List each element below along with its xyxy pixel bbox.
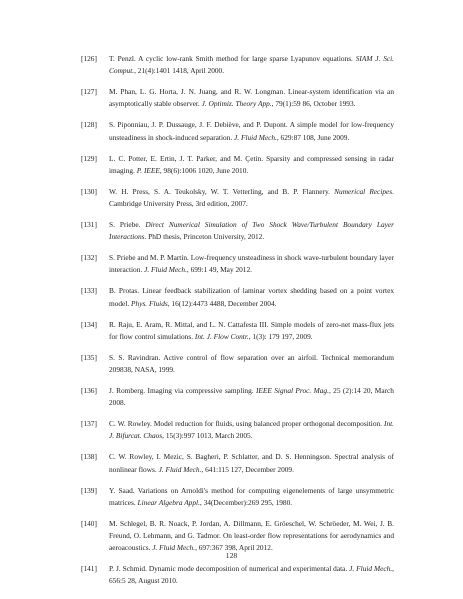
reference-venue: J. Optimiz. Theory App. — [201, 99, 272, 109]
reference-text — [109, 252, 394, 276]
reference-list — [81, 53, 394, 596]
reference-segment: P. J. Schmid. Dynamic mode decomposition of numerical and experimental data. — [109, 564, 350, 574]
reference-segment: C. W. Rowley, I. Mezic, S. Bagheri, P. Schlatter, and D. S. Henningson. Spectral analysis of nonlinear flows. — [109, 452, 394, 474]
reference-item — [81, 563, 394, 587]
reference-venue: J. Fluid Mech. — [144, 265, 187, 275]
reference-segment: , 15(3):997 1013, March 2005. — [162, 431, 253, 441]
page-number: 128 — [225, 551, 238, 560]
reference-number: [138] — [81, 452, 97, 462]
reference-segment: M. Phan, L. G. Horta, J. N. Juang, and R. W. Longman. Linear-system identification via an asymptotically stable observer. — [109, 87, 394, 109]
reference-venue: Direct Numerical Simulation of Two Shock Wave/Turbulent Boundary Layer Interactions — [109, 220, 394, 242]
reference-text — [109, 352, 394, 376]
reference-segment: , 79(1):59 86, October 1993. — [271, 99, 356, 109]
reference-segment: M. Schlegel, B. R. Noack, P. Jordan, A. Dillmann, E. Gröeschel, W. Schröeder, M. Wei, J. B. Freund, O. Lehmann, and G. Tadmor. On least-order flow representations for aerodynamics and aeroacoustics. — [109, 518, 394, 553]
reference-segment: S. Piponniau, J. P. Dussauge, J. F. Debiève, and P. Dupont. A simple model for low-frequency unsteadiness in shock-induced separation. — [109, 120, 394, 142]
reference-text — [109, 285, 394, 309]
reference-number: [130] — [81, 186, 97, 196]
reference-item — [81, 285, 394, 309]
reference-venue: IEEE Signal Proc. Mag. — [255, 386, 329, 396]
reference-segment: , 697:367 398, April 2012. — [195, 543, 273, 553]
reference-item — [81, 352, 394, 376]
reference-venue: J. Fluid Mech. — [158, 464, 202, 474]
reference-item — [81, 518, 394, 555]
reference-text — [109, 385, 394, 409]
reference-segment: B. Protas. Linear feedback stabilization of laminar vortex shedding based on a point vortex model. — [109, 286, 394, 308]
reference-segment: , 699:1 49, May 2012. — [186, 265, 252, 275]
reference-venue: Numerical Recipes — [334, 186, 393, 196]
reference-segment: , 1(3): 179 197, 2009. — [248, 331, 313, 341]
reference-segment: L. C. Potter, E. Ertin, J. T. Parker, and M. Çetin. Sparsity and compressed sensing in radar imaging. — [109, 153, 394, 175]
reference-segment: , 656:5 28, August 2010. — [109, 564, 394, 586]
reference-venue: J. Fluid Mech. — [234, 132, 277, 142]
reference-number: [134] — [81, 319, 97, 329]
reference-number: [135] — [81, 352, 97, 362]
reference-text — [109, 186, 394, 210]
reference-segment: Y. Saad. Variations on Arnoldi's method for computing eigenelements of large unsymmetric matrices. — [109, 485, 394, 507]
reference-text — [109, 518, 394, 555]
reference-number: [141] — [81, 564, 97, 574]
reference-number: [127] — [81, 87, 97, 97]
reference-venue: Int. J. Flow Contr. — [194, 331, 249, 341]
reference-item — [81, 119, 394, 143]
reference-venue: SIAM J. Sci. Comput. — [109, 54, 395, 76]
reference-segment: R. Raju, E. Aram, R. Mittal, and L. N. Cattafesta III. Simple models of zero-net mass-flux jets for flow control simulations. — [109, 319, 394, 341]
reference-segment: S. Priebe and M. P. Martín. Low-frequency unsteadiness in shock wave-turbulent boundary layer interaction. — [109, 253, 394, 275]
reference-text — [109, 53, 394, 77]
reference-segment: , 21(4):1401 1418, April 2000. — [134, 66, 225, 76]
reference-item — [81, 219, 394, 243]
reference-number: [136] — [81, 386, 97, 396]
reference-number: [133] — [81, 286, 97, 296]
reference-item — [81, 86, 394, 110]
reference-venue: J. Fluid Mech. — [349, 564, 393, 574]
reference-segment: , 641:115 127, December 2009. — [201, 464, 294, 474]
reference-number: [126] — [81, 54, 97, 63]
reference-segment: W. H. Press, S. A. Teukolsky, W. T. Vetterling, and B. P. Flannery. — [109, 186, 335, 196]
reference-text — [109, 219, 394, 243]
reference-number: [137] — [81, 419, 97, 429]
reference-text — [109, 319, 394, 343]
reference-item — [81, 252, 394, 276]
reference-segment: C. W. Rowley. Model reduction for fluids, using balanced proper orthogonal decomposition. — [109, 419, 384, 429]
reference-segment: , 629:87 108, June 2009. — [276, 132, 350, 142]
reference-item — [81, 451, 394, 475]
reference-text — [109, 451, 394, 475]
reference-segment: . Cambridge University Press, 3rd edition, 2007. — [109, 186, 394, 209]
reference-item — [81, 53, 394, 77]
reference-venue: Int. J. Bifurcat. Chaos — [109, 419, 394, 441]
reference-number: [129] — [81, 153, 97, 163]
reference-segment: , 25 (2):14 20, March 2008. — [109, 386, 394, 408]
reference-item — [81, 186, 394, 210]
reference-item — [81, 385, 394, 409]
reference-item — [81, 153, 394, 177]
reference-text — [109, 153, 394, 177]
reference-segment: . PhD thesis, Princeton University, 2012. — [144, 232, 265, 242]
reference-number: [139] — [81, 485, 97, 495]
reference-venue: Linear Algebra Appl. — [137, 497, 200, 507]
reference-segment: , 98(6):1006 1020, June 2010. — [159, 165, 249, 175]
reference-segment: T. Penzl. A cyclic low-rank Smith method for large sparse Lyapunov equations. — [109, 54, 356, 63]
reference-number: [128] — [81, 120, 97, 130]
reference-venue: P. IEEE — [136, 165, 160, 175]
reference-segment: , 34(December):269 295, 1980. — [199, 497, 293, 507]
reference-venue: Phys. Fluids — [131, 298, 168, 308]
reference-text — [109, 418, 394, 442]
reference-text — [109, 485, 394, 509]
reference-item — [81, 418, 394, 442]
reference-text — [109, 86, 394, 110]
reference-item — [81, 319, 394, 343]
reference-segment: S. Priebe. — [109, 220, 146, 230]
reference-segment: , 16(12):4473 4488, December 2004. — [167, 298, 277, 308]
reference-venue: J. Fluid Mech. — [152, 543, 196, 553]
reference-number: [132] — [81, 253, 97, 263]
reference-number: [131] — [81, 220, 97, 230]
reference-item — [81, 485, 394, 509]
reference-text — [109, 563, 394, 587]
reference-segment: S. S. Ravindran. Active control of flow separation over an airfoil. Technical memorandum 209838, NASA, 1999. — [109, 352, 394, 375]
reference-segment: J. Romberg. Imaging via compressive sampling. — [109, 386, 256, 396]
reference-text — [109, 119, 394, 143]
reference-number: [140] — [81, 518, 97, 528]
